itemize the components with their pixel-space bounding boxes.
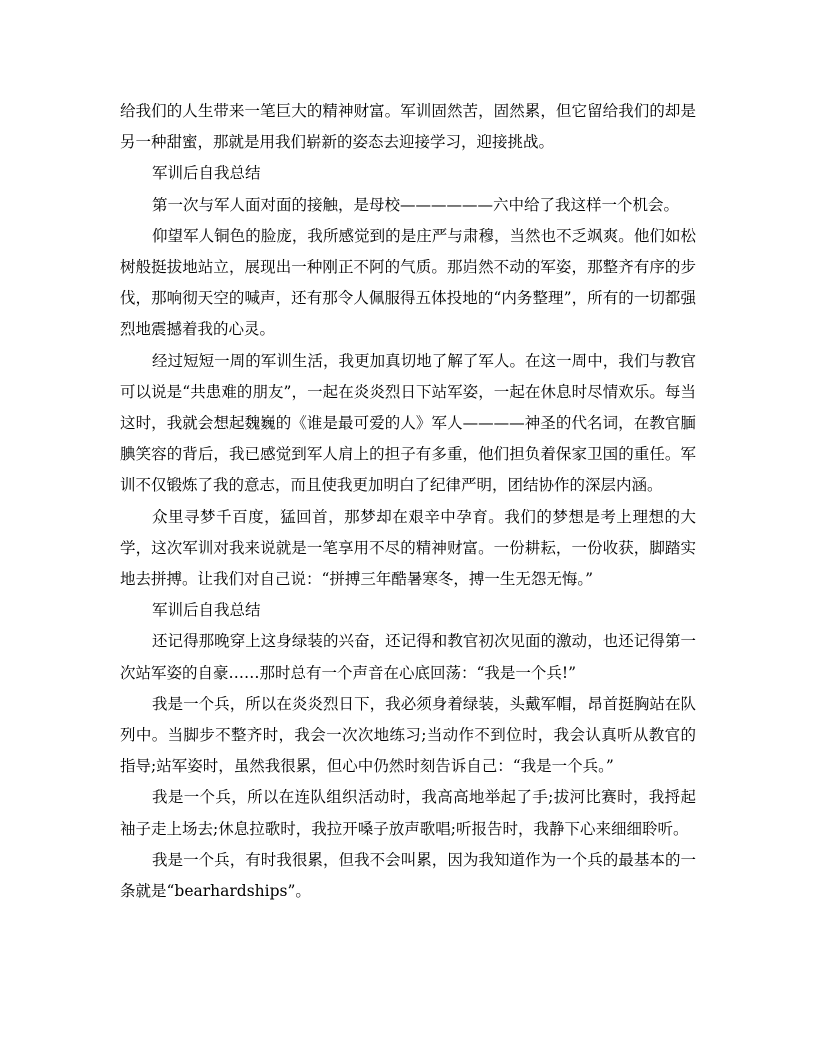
section-heading: 军训后自我总结	[152, 601, 261, 620]
paragraph: 众里寻梦千百度，猛回首，那梦却在艰辛中孕育。我们的梦想是考上理想的大学，这次军训对我来说就是一笔享用不尽的精神财富。一份耕耘，一份收获，脚踏实地去拼搏。让我们对自己说：“拼搏三年酷暑寒冬，搏一生无怨无悔。”	[120, 507, 696, 589]
paragraph: 我是一个兵，所以在炎炎烈日下，我必须身着绿装，头戴军帽，昂首挺胸站在队列中。当脚步不整齐时，我会一次次地练习;当动作不到位时，我会认真听从教官的指导;站军姿时，虽然我很累，但心中仍然时刻告诉自己：“我是一个兵。”	[120, 694, 696, 776]
paragraph: 第一次与军人面对面的接触，是母校——————六中给了我这样一个机会。	[152, 195, 680, 214]
section-heading: 军训后自我总结	[152, 164, 261, 183]
paragraph: 还记得那晚穿上这身绿装的兴奋，还记得和教官初次见面的激动，也还记得第一次站军姿的自豪……那时总有一个声音在心底回荡：“我是一个兵!”	[120, 632, 696, 682]
paragraph: 我是一个兵，有时我很累，但我不会叫累，因为我知道作为一个兵的最基本的一条就是“bearhardships”。	[120, 850, 696, 901]
document-body	[120, 96, 696, 907]
paragraph: 我是一个兵，所以在连队组织活动时，我高高地举起了手;拔河比赛时，我捋起袖子走上场去;休息拉歌时，我拉开嗓子放声歌唱;听报告时，我静下心来细细聆听。	[120, 788, 696, 838]
paragraph: 给我们的人生带来一笔巨大的精神财富。军训固然苦，固然累，但它留给我们的却是另一种甜蜜，那就是用我们崭新的姿态去迎接学习，迎接挑战。	[120, 102, 696, 152]
paragraph: 经过短短一周的军训生活，我更加真切地了解了军人。在这一周中，我们与教官可以说是“共患难的朋友”，一起在炎炎烈日下站军姿，一起在休息时尽情欢乐。每当这时，我就会想起魏巍的《谁是最可爱的人》军人————神圣的代名词，在教官腼腆笑容的背后，我已感觉到军人肩上的担子有多重，他们担负着保家卫国的重任。军训不仅锻炼了我的意志，而且使我更加明白了纪律严明，团结协作的深层内涵。	[120, 351, 696, 495]
paragraph: 仰望军人铜色的脸庞，我所感觉到的是庄严与肃穆，当然也不乏飒爽。他们如松树般挺拔地站立，展现出一种刚正不阿的气质。那岿然不动的军姿，那整齐有序的步伐，那响彻天空的喊声，还有那令人佩服得五体投地的“内务整理”，所有的一切都强烈地震撼着我的心灵。	[120, 226, 696, 339]
